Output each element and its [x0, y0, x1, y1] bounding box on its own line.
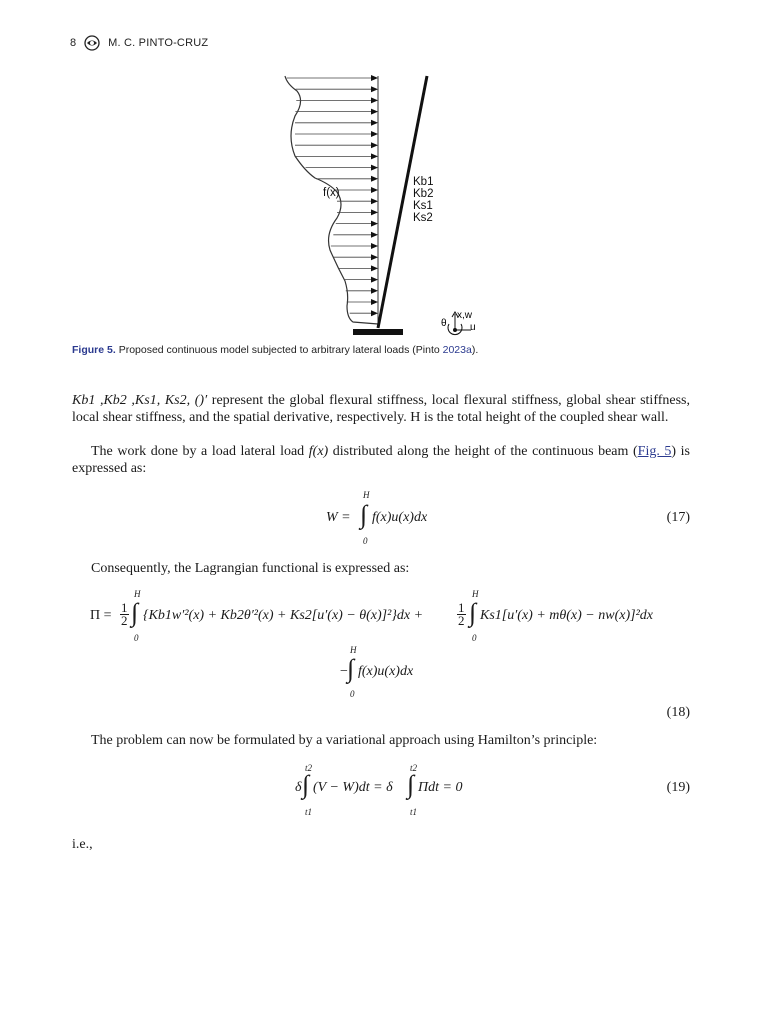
eq19-upper-1: t2: [305, 763, 313, 773]
eq19-integral-1: ∫: [302, 770, 310, 799]
paragraph-4-text: The problem can now be formulated by a variational approach using Hamilton’s principle:: [91, 733, 598, 748]
load-arrow-head: [371, 165, 378, 171]
eq17-lower-limit: 0: [363, 536, 368, 546]
eq18-lower-1: 0: [134, 633, 139, 643]
eq19-lower-1: t1: [305, 807, 313, 817]
eq18-half-2: $\frac{1}{2}$: [458, 600, 465, 628]
axis-label-theta: θ: [441, 318, 447, 329]
fixed-base: [353, 329, 403, 335]
stiffness-label-1: Kb1: [413, 176, 434, 188]
eq18-integral-1: ∫: [131, 598, 139, 627]
eq19-lower-2: t1: [410, 807, 418, 817]
eq17-number: (17): [666, 510, 690, 525]
eq18-lhs: Π =: [90, 608, 112, 623]
paragraph-ie: [72, 837, 690, 854]
load-label: f(x): [323, 187, 340, 199]
running-author: M. C. PINTO-CRUZ: [108, 37, 209, 49]
load-arrow-head: [371, 120, 378, 126]
eq18-lower-3: 0: [350, 689, 355, 699]
paragraph-2-text-b: distributed along the height of the continuous beam (: [328, 444, 638, 459]
eq18-integral-3: ∫: [347, 654, 355, 683]
eq17-upper-limit: H: [363, 490, 370, 500]
figure-caption: [72, 344, 478, 356]
axis-label-xw: x,w: [457, 310, 472, 321]
continuous-model-diagram: [275, 66, 500, 342]
load-arrow-head: [371, 243, 378, 249]
eq18-half-1: $\frac{1}{2}$: [121, 600, 128, 628]
stiffness-label-4: Ks2: [413, 212, 433, 224]
inline-fx: f(x): [308, 444, 329, 459]
eq19-number: (19): [666, 780, 690, 795]
eq18-lower-2: 0: [472, 633, 477, 643]
eq17-body: f(x)u(x)dx: [372, 510, 428, 525]
eq19-body-2: Πdt = 0: [418, 780, 463, 795]
eq18-line2-sign: −: [340, 664, 348, 679]
load-arrow-head: [371, 142, 378, 148]
eq18-body-1: {Kb1w′²(x) + Kb2θ′²(x) + Ks2[u′(x) − θ(x)]²}dx +: [143, 608, 424, 623]
caption-tail: ).: [471, 344, 479, 356]
eq18-upper-2: H: [472, 589, 479, 599]
load-arrow-head: [371, 109, 378, 115]
load-arrow-head: [371, 198, 378, 204]
eq19-body-1: (V − W)dt = δ: [313, 780, 393, 795]
load-arrow-head: [371, 153, 378, 159]
journal-logo-icon: [84, 35, 100, 51]
running-header: [70, 34, 208, 52]
load-arrow-head: [371, 75, 378, 81]
paragraph-symbols: [72, 393, 690, 426]
eq18-body-2: Ks1[u′(x) + mθ(x) − nw(x)]²dx: [480, 608, 653, 623]
paragraph-hamilton: [72, 733, 690, 750]
load-arrow-head: [371, 187, 378, 193]
eq17-lhs: W =: [326, 510, 351, 525]
load-arrow-head: [371, 310, 378, 316]
eq19-delta-1: δ: [295, 780, 302, 795]
paragraph-2-text-c: ) is expressed as:: [72, 444, 690, 476]
eq17-integral-sign: ∫: [360, 500, 368, 529]
paragraph-3-text: Consequently, the Lagrangian functional is expressed as:: [91, 561, 410, 576]
load-arrow-head: [371, 277, 378, 283]
eq18-line2-body: f(x)u(x)dx: [358, 664, 414, 679]
ie-text: i.e.,: [72, 837, 93, 852]
paragraph-lagrangian: [72, 561, 690, 578]
load-distribution-curve: [285, 76, 378, 324]
eq18-number: (18): [666, 705, 690, 720]
load-arrow-head: [371, 299, 378, 305]
eq19-upper-2: t2: [410, 763, 418, 773]
caption-citation-link[interactable]: 2023a: [442, 344, 472, 356]
figure-5-link[interactable]: Fig. 5: [637, 444, 672, 459]
load-arrow-head: [371, 265, 378, 271]
load-arrow-head: [371, 288, 378, 294]
load-arrow-head: [371, 221, 378, 227]
coordinate-system-icon: [441, 310, 476, 335]
stiffness-label-3: Ks1: [413, 200, 433, 212]
eq19-integral-2: ∫: [407, 770, 415, 799]
paragraph-2-text-a: The work done by a load lateral load: [91, 444, 309, 459]
axis-label-u: u: [470, 322, 476, 333]
load-arrow-head: [371, 97, 378, 103]
load-arrow-head: [371, 232, 378, 238]
figure-5: [275, 66, 500, 342]
load-arrow-head: [371, 131, 378, 137]
paragraph-1-text: represent the global flexural stiffness, local flexural stiffness, global shear stiffness, local shear stiffness, and the spatial derivative, respectively. H is the total height of the coupled shear wall.: [72, 393, 690, 425]
eq18-upper-1: H: [134, 589, 141, 599]
caption-text: Proposed continuous model subjected to arbitrary lateral loads (Pinto: [118, 344, 443, 356]
paragraph-work: [72, 444, 690, 477]
load-arrow-head: [371, 176, 378, 182]
load-arrow-head: [371, 86, 378, 92]
eq18-integral-2: ∫: [469, 598, 477, 627]
load-arrow-head: [371, 254, 378, 260]
symbol-list: Kb1 ,Kb2 ,Ks1, Ks2, ()′: [72, 393, 208, 408]
eq18-upper-3: H: [350, 645, 357, 655]
stiffness-label-2: Kb2: [413, 188, 434, 200]
caption-label: Figure 5.: [72, 344, 116, 356]
load-arrow-head: [371, 209, 378, 215]
page-number: 8: [70, 37, 77, 49]
